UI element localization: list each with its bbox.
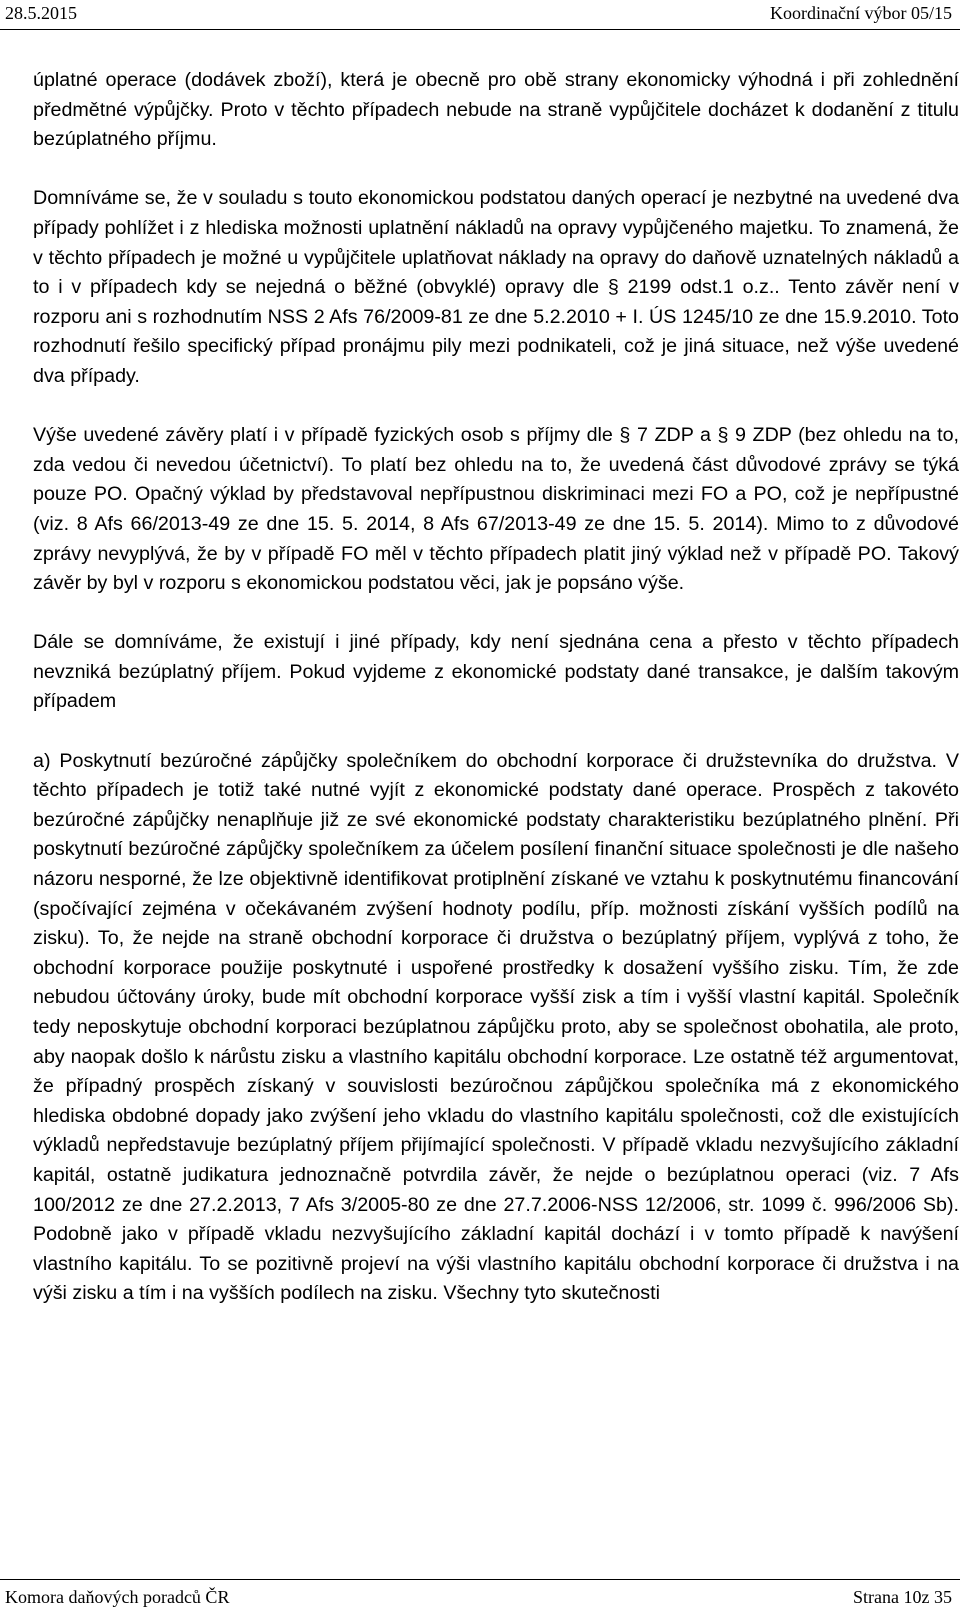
- document-body: [33, 66, 959, 1339]
- paragraph: Domníváme se, že v souladu s touto ekonomickou podstatou daných operací je nezbytné na uvedené dva případy pohlížet i z hlediska možnosti uplatnění nákladů na opravy vypůjčeného majetku. To znamená, že v těchto případech je možné u vypůjčitele uplatňovat náklady na opravy do daňově uznatelných nákladů a to i v případech kdy se nejedná o běžné (obvyklé) opravy dle § 2199 odst.1 o.z.. Tento závěr není v rozporu ani s rozhodnutím NSS 2 Afs 76/2009-81 ze dne 5.2.2010 + I. ÚS 1245/10 ze dne 15.9.2010. Toto rozhodnutí řešilo specifický případ pronájmu pily mezi podnikateli, což je jiná situace, než výše uvedené dva případy.: [33, 187, 959, 387]
- paragraph: úplatné operace (dodávek zboží), která je obecně pro obě strany ekonomicky výhodná i při zohlednění předmětné výpůjčky. Proto v těchto případech nebude na straně vypůjčitele docházet k dodanění z titulu bezúplatného příjmu.: [33, 69, 959, 151]
- footer-organization: Komora daňových poradců ČR: [5, 1587, 230, 1607]
- header-divider: [0, 29, 960, 30]
- page-header: [0, 0, 960, 30]
- paragraph: a) Poskytnutí bezúročné zápůjčky společníkem do obchodní korporace či družstevníka do družstva. V těchto případech je totiž také nutné vyjít z ekonomické podstaty dané operace. Prospěch z takovéto bezúročné zápůjčky nenaplňuje již ze své ekonomické podstaty charakteristiku bezúplatného plnění. Při poskytnutí bezúročné zápůjčky společníkem za účelem posílení finanční situace společnosti je dle našeho názoru nesporné, že lze objektivně identifikovat protiplnění získané ve vztahu k poskytnutému financování (spočívající zejména v očekávaném zvýšení hodnoty podílu, příp. možnosti získání vyšších podílů na zisku). To, že nejde na straně obchodní korporace či družstva o bezúplatný příjem, vyplývá z toho, že obchodní korporace použije poskytnuté i uspořené prostředky k dosažení vyššího zisku. Tím, že zde nebudou účtovány úroky, bude mít obchodní korporace vyšší zisk a tím i vyšší vlastní kapitál. Společník tedy neposkytuje obchodní korporaci bezúplatnou zápůjčku proto, aby se společnost obohatila, ale proto, aby naopak došlo k nárůstu zisku a vlastního kapitálu obchodní korporace. Lze ostatně též argumentovat, že případný prospěch získaný v souvislosti bezúročnou zápůjčkou společníka má z ekonomického hlediska obdobné dopady jako zvýšení jeho vkladu do vlastního kapitálu společnosti, což dle existujících výkladů nepředstavuje bezúplatný příjem přijímající společnosti. V případě vkladu nezvyšujícího základní kapitál, ostatně judikatura jednoznačně potvrdila závěr, že nejde o bezúplatnou operaci (viz. 7 Afs 100/2012 ze dne 27.2.2013, 7 Afs 3/2005-80 ze dne 27.7.2006-NSS 12/2006, str. 1099 č. 996/2006 Sb). Podobně jako v případě vkladu nezvyšujícího základní kapitál dochází i v tomto případě k navýšení vlastního kapitálu. To se pozitivně projeví na výši vlastního kapitálu obchodní korporace či družstva i na výši zisku a tím i na vyšších podílech na zisku. Všechny tyto skutečnosti: [33, 749, 959, 1305]
- paragraph: Výše uvedené závěry platí i v případě fyzických osob s příjmy dle § 7 ZDP a § 9 ZDP (bez ohledu na to, zda vedou či nevedou účetnictví). To platí bez ohledu na to, že uvedená část důvodové zprávy se týká pouze PO. Opačný výklad by představoval nepřípustnou diskriminaci mezi FO a PO, což je nepřípustné (viz. 8 Afs 66/2013-49 ze dne 15. 5. 2014, 8 Afs 67/2013-49 ze dne 15. 5. 2014). Mimo to z důvodové zprávy nevyplývá, že by v případě FO měl v těchto případech platit jiný výklad než v případě PO. Takový závěr by byl v rozporu s ekonomickou podstatou věci, jak je popsáno výše.: [33, 424, 959, 595]
- header-date: 28.5.2015: [5, 3, 77, 23]
- header-committee: Koordinační výbor 05/15: [770, 3, 952, 23]
- page-footer: [0, 1577, 960, 1613]
- footer-page-number: Strana 10z 35: [853, 1587, 952, 1607]
- paragraph: Dále se domníváme, že existují i jiné případy, kdy není sjednána cena a přesto v těchto případech nevzniká bezúplatný příjem. Pokud vyjdeme z ekonomické podstaty dané transakce, je dalším takovým případem: [33, 631, 959, 713]
- footer-divider: [0, 1579, 960, 1580]
